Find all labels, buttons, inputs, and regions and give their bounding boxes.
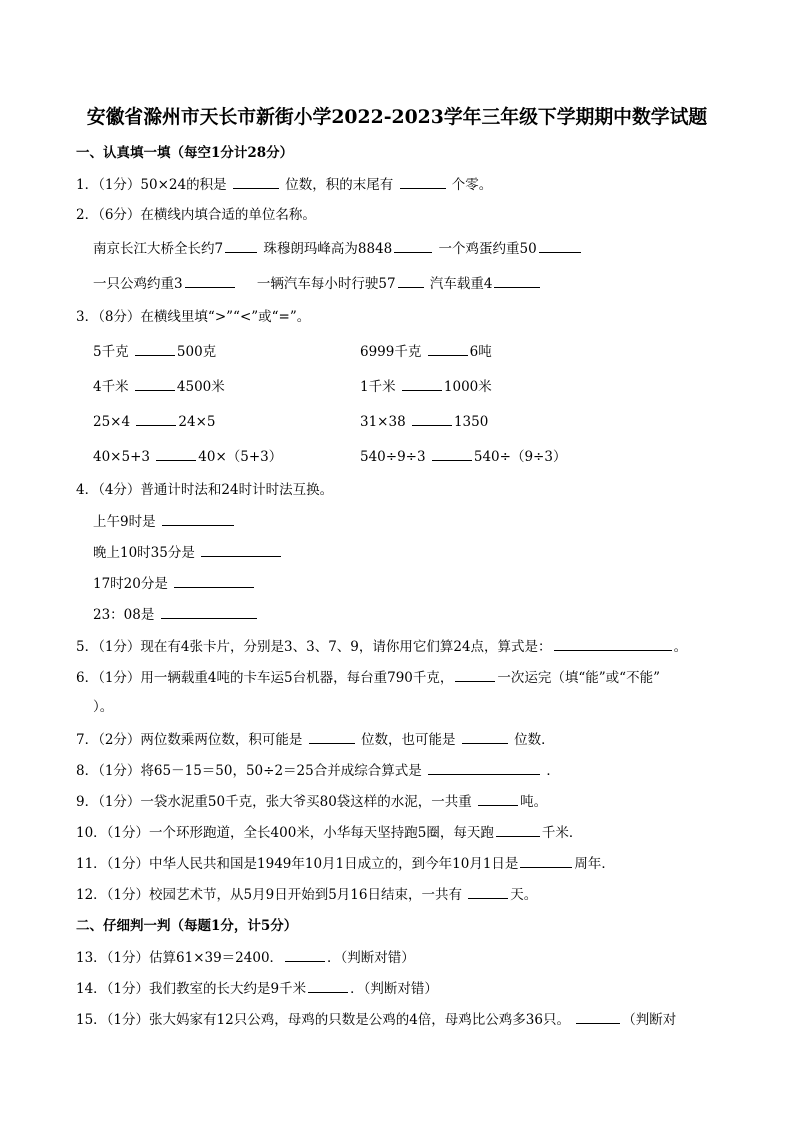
- question-13: 13．（1分）估算61×39＝2400． ．（判断对错）: [76, 947, 415, 968]
- answer-blank[interactable]: [520, 853, 572, 868]
- question-3: 3．（8分）在横线里填“>”“<”或“=”。: [76, 309, 311, 325]
- answer-blank[interactable]: [201, 542, 281, 557]
- question-12: 12．（1分）校园艺术节，从5月9日开始到5月16日结束，一共有 天。: [76, 884, 537, 905]
- answer-blank[interactable]: [576, 1009, 620, 1024]
- answer-blank[interactable]: [161, 604, 257, 619]
- q3-row3-right: 31×38 1350: [360, 411, 488, 432]
- question-8: 8．（1分）将65－15＝50，50÷2＝25合并成综合算式是 ．: [76, 760, 560, 781]
- answer-blank[interactable]: [428, 760, 540, 775]
- answer-blank[interactable]: [455, 667, 495, 682]
- q4-item-a: 上午9时是: [93, 511, 236, 532]
- question-14: 14．（1分）我们教室的长大约是9千米 ．（判断对错）: [76, 978, 438, 999]
- question-6-continued: ）。: [93, 699, 114, 715]
- answer-blank[interactable]: [412, 411, 452, 426]
- answer-blank[interactable]: [554, 636, 672, 651]
- answer-blank[interactable]: [496, 822, 540, 837]
- section-heading-judge: 二、仔细判一判（每题1分，计5分）: [76, 918, 298, 934]
- answer-blank[interactable]: [308, 978, 348, 993]
- answer-blank[interactable]: [494, 273, 540, 288]
- question-9: 9．（1分）一袋水泥重50千克，张大爷买80袋这样的水泥，一共重 吨。: [76, 791, 547, 812]
- answer-blank[interactable]: [135, 341, 175, 356]
- question-2-row-1: 南京长江大桥全长约7 珠穆朗玛峰高为8848 一个鸡蛋约重50: [93, 238, 583, 259]
- question-4: 4．（4分）普通计时法和24时计时法互换。: [76, 482, 334, 498]
- answer-blank[interactable]: [135, 376, 175, 391]
- q3-row2-right: 1千米 1000米: [360, 376, 492, 397]
- answer-blank[interactable]: [398, 273, 424, 288]
- answer-blank[interactable]: [156, 446, 196, 461]
- answer-blank[interactable]: [225, 238, 257, 253]
- answer-blank[interactable]: [478, 791, 518, 806]
- answer-blank[interactable]: [185, 273, 235, 288]
- answer-blank[interactable]: [432, 446, 472, 461]
- question-2-row-2: 一只公鸡约重3 一辆汽车每小时行驶57 汽车载重4: [93, 273, 542, 294]
- question-6: 6．（1分）用一辆载重4吨的卡车运5台机器，每台重790千克， 一次运完（填“能”或“不能”: [76, 667, 660, 688]
- q3-row2-left: 4千米 4500米: [93, 376, 225, 397]
- answer-blank[interactable]: [539, 238, 581, 253]
- answer-blank[interactable]: [162, 511, 234, 526]
- answer-blank[interactable]: [174, 573, 254, 588]
- answer-blank[interactable]: [428, 341, 468, 356]
- q3-row1-left: 5千克 500克: [93, 341, 216, 362]
- question-7: 7．（2分）两位数乘两位数，积可能是 位数，也可能是 位数．: [76, 729, 555, 750]
- question-10: 10．（1分）一个环形跑道，全长400米，小华每天坚持跑5圈，每天跑 千米．: [76, 822, 582, 843]
- page-title: 安徽省滁州市天长市新街小学2022-2023学年三年级下学期期中数学试题: [86, 106, 708, 128]
- answer-blank[interactable]: [285, 947, 325, 962]
- answer-blank[interactable]: [136, 411, 176, 426]
- q4-item-b: 晚上10时35分是: [93, 542, 283, 563]
- question-2: 2．（6分）在横线内填合适的单位名称。: [76, 207, 316, 223]
- q3-row3-left: 25×4 24×5: [93, 411, 215, 432]
- section-heading-fill: 一、认真填一填（每空1分计28分）: [76, 145, 294, 161]
- answer-blank[interactable]: [233, 174, 279, 189]
- q3-row1-right: 6999千克 6吨: [360, 341, 492, 362]
- answer-blank[interactable]: [400, 174, 446, 189]
- q3-row4-left: 40×5+3 40×（5+3）: [93, 446, 282, 467]
- answer-blank[interactable]: [309, 729, 355, 744]
- question-15: 15．（1分）张大妈家有12只公鸡，母鸡的只数是公鸡的4倍，母鸡比公鸡多36只。 （判断对: [76, 1009, 676, 1030]
- answer-blank[interactable]: [402, 376, 442, 391]
- answer-blank[interactable]: [468, 884, 508, 899]
- q4-item-c: 17时20分是: [93, 573, 256, 594]
- answer-blank[interactable]: [394, 238, 432, 253]
- question-1: 1．（1分）50×24的积是 位数，积的末尾有 个零。: [76, 174, 492, 195]
- answer-blank[interactable]: [462, 729, 508, 744]
- q4-item-d: 23：08是: [93, 604, 259, 625]
- q3-row4-right: 540÷9÷3 540÷（9÷3）: [360, 446, 566, 467]
- question-11: 11．（1分）中华人民共和国是1949年10月1日成立的，到今年10月1日是 周年．: [76, 853, 615, 874]
- question-5: 5．（1分）现在有4张卡片，分别是3、3、7、9，请你用它们算24点，算式是： 。: [76, 636, 687, 657]
